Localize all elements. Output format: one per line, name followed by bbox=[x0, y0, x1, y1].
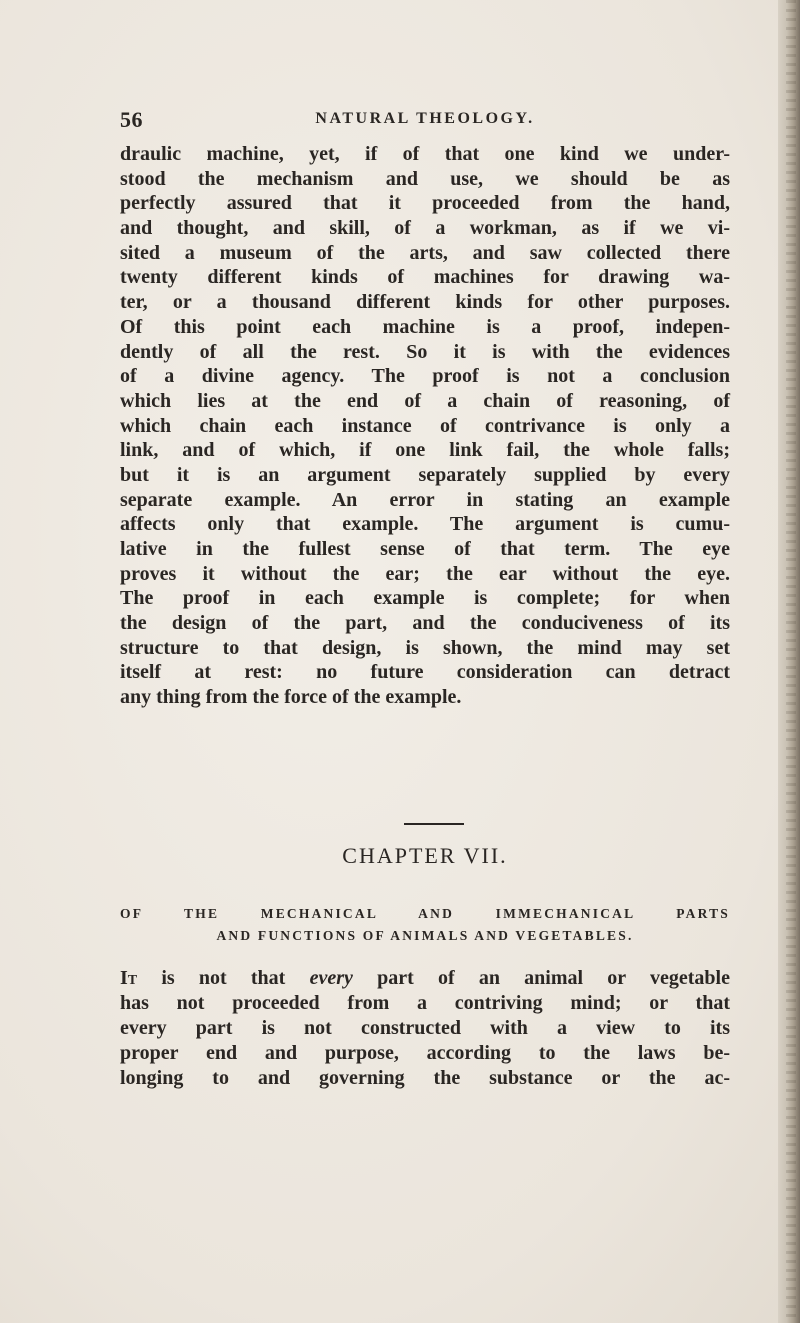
text-line: Of this point each machine is a proof, indepen- bbox=[120, 315, 730, 338]
text-line: draulic machine, yet, if of that one kind we under- bbox=[120, 143, 730, 165]
text-line: sited a museum of the arts, and saw collected there bbox=[120, 241, 730, 264]
page-edge-texture bbox=[786, 0, 796, 1323]
text-line: ter, or a thousand different kinds for other purposes. bbox=[120, 291, 730, 314]
emphasized-word: every bbox=[309, 967, 353, 989]
text-line: perfectly assured that it proceeded from the hand, bbox=[120, 192, 730, 215]
page-number: 56 bbox=[120, 107, 143, 132]
text-line: the design of the part, and the conduciveness of its bbox=[120, 612, 730, 635]
text-line: structure to that design, is shown, the mind may set bbox=[120, 636, 730, 659]
text-line: link, and of which, if one link fail, the whole falls; bbox=[120, 439, 730, 462]
subtitle-line: OF THE MECHANICAL AND IMMECHANICAL PARTS bbox=[120, 906, 730, 921]
text-line: dently of all the rest. So it is with the evidences bbox=[120, 340, 730, 363]
text-line: every part is not constructed with a view to its bbox=[120, 1017, 730, 1039]
opening-text-tail: part of an animal or vegetable bbox=[352, 967, 730, 989]
running-head bbox=[120, 107, 730, 133]
text-line: twenty different kinds of machines for drawing wa- bbox=[120, 266, 730, 289]
text-line: which chain each instance of contrivance is only a bbox=[120, 414, 730, 437]
running-title: NATURAL THEOLOGY. bbox=[315, 110, 535, 127]
text-line: stood the mechanism and use, we should be as bbox=[120, 167, 730, 190]
opening-word: It bbox=[120, 967, 138, 989]
text-line: of a divine agency. The proof is not a conclusion bbox=[120, 365, 730, 388]
text-line: but it is an argument separately supplied by every bbox=[120, 463, 730, 486]
text-line: which lies at the end of a chain of reasoning, of bbox=[120, 389, 730, 412]
text-line: lative in the fullest sense of that term. The eye bbox=[120, 538, 730, 560]
text-line: proper end and purpose, according to the laws be- bbox=[120, 1042, 730, 1064]
chapter-heading: CHAPTER VII. bbox=[342, 843, 508, 868]
section-divider bbox=[404, 823, 464, 825]
text-line: any thing from the force of the example. bbox=[120, 686, 462, 709]
text-line: longing to and governing the substance or the ac- bbox=[120, 1067, 730, 1089]
text-line: and thought, and skill, of a workman, as if we vi- bbox=[120, 217, 730, 240]
text-line: proves it without the ear; the ear without the eye. bbox=[120, 562, 730, 585]
subtitle-line: AND FUNCTIONS OF ANIMALS AND VEGETABLES. bbox=[216, 928, 634, 943]
chapter-opening-paragraph bbox=[120, 966, 730, 1091]
text-line: has not proceeded from a contriving mind; or that bbox=[120, 992, 730, 1014]
body-paragraph bbox=[120, 142, 730, 710]
opening-line bbox=[120, 966, 730, 991]
text-line: affects only that example. The argument is cumu- bbox=[120, 513, 730, 536]
text-line: itself at rest: no future consideration can detract bbox=[120, 661, 730, 684]
text-line: separate example. An error in stating an example bbox=[120, 488, 730, 511]
text-line: The proof in each example is complete; for when bbox=[120, 587, 730, 610]
opening-text: is not that bbox=[137, 967, 310, 989]
chapter-subtitle bbox=[120, 906, 730, 950]
